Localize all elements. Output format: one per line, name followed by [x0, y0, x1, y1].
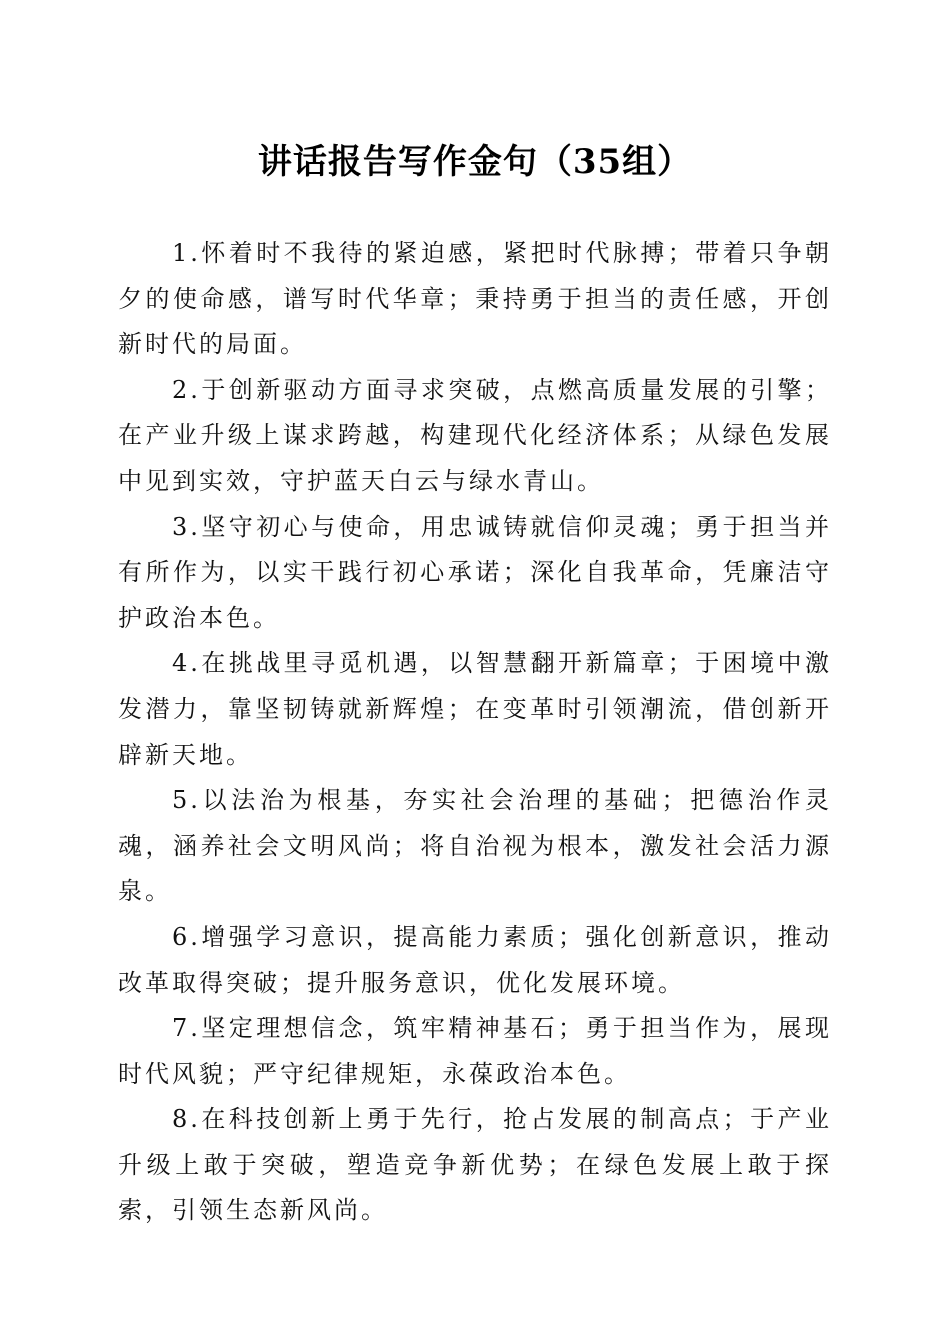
- paragraph-2: 2.于创新驱动方面寻求突破，点燃高质量发展的引擎；在产业升级上谋求跨越，构建现代化经济体系；从绿色发展中见到实效，守护蓝天白云与绿水青山。: [118, 375, 832, 495]
- paragraph-6: 6.增强学习意识，提高能力素质；强化创新意识，推动改革取得突破；提升服务意识，优化发展环境。: [118, 922, 832, 997]
- paragraph-4: 4.在挑战里寻觅机遇，以智慧翻开新篇章；于困境中激发潜力，靠坚韧铸就新辉煌；在变革时引领潮流，借创新开辟新天地。: [118, 649, 832, 769]
- paragraph-7: 7.坚定理想信念，筑牢精神基石；勇于担当作为，展现时代风貌；严守纪律规矩，永葆政治本色。: [118, 1014, 832, 1088]
- document-title: 讲话报告写作金句（35组）: [257, 142, 693, 182]
- document-body: [118, 231, 832, 1234]
- paragraph-1: 1.怀着时不我待的紧迫感，紧把时代脉搏；带着只争朝夕的使命感，谱写时代华章；秉持勇于担当的责任感，开创新时代的局面。: [118, 239, 832, 359]
- paragraph-3: 3.坚守初心与使命，用忠诚铸就信仰灵魂；勇于担当并有所作为，以实干践行初心承诺；深化自我革命，凭廉洁守护政治本色。: [118, 512, 832, 632]
- paragraph-8: 8.在科技创新上勇于先行，抢占发展的制高点；于产业升级上敢于突破，塑造竞争新优势；在绿色发展上敢于探索，引领生态新风尚。: [118, 1105, 832, 1225]
- paragraph-5: 5.以法治为根基，夯实社会治理的基础；把德治作灵魂，涵养社会文明风尚；将自治视为根本，激发社会活力源泉。: [118, 786, 832, 906]
